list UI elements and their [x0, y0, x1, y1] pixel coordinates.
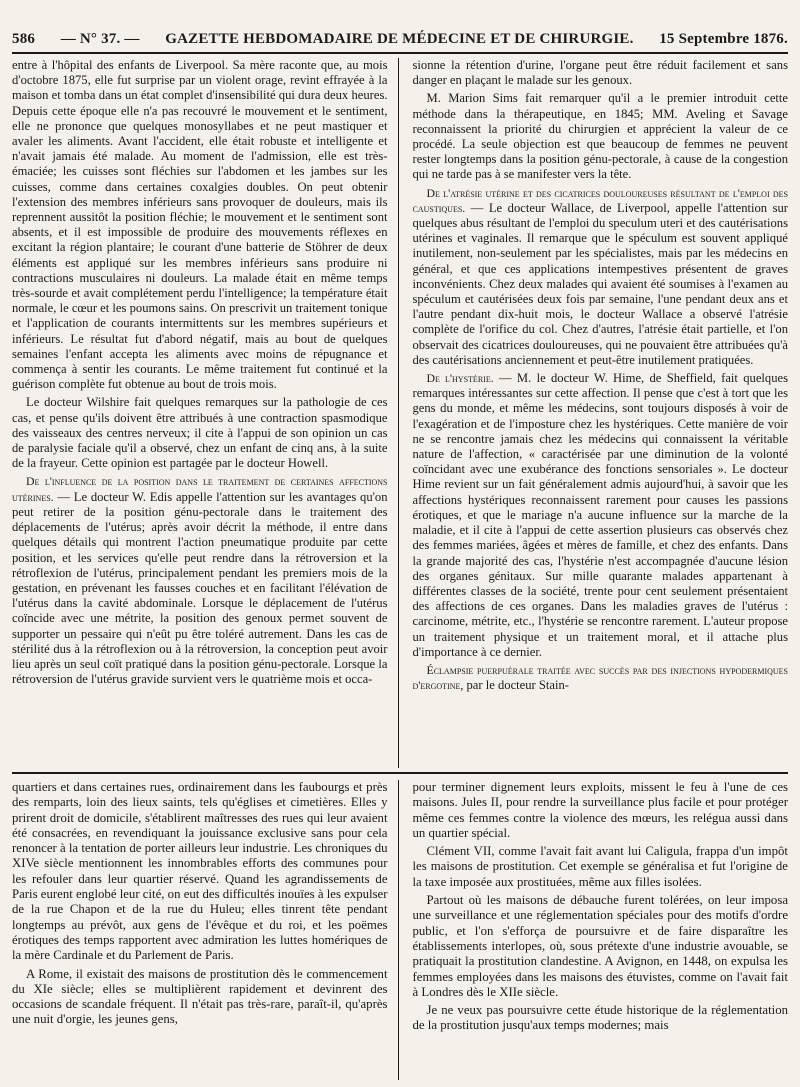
article-paragraph: [12, 474, 388, 687]
paragraph: pour terminer dignement leurs exploits, missent le feu à l'une de ces maisons. Jules II, pour rendre la surveillance plus facile et pour protéger même ces femmes contre la violence des mœurs, les relégua aussi dans un quartier spécial.: [412, 780, 788, 840]
journal-title: GAZETTE HEBDOMADAIRE DE MÉDECINE ET DE CHIRURGIE.: [165, 30, 634, 47]
section-divider: [12, 772, 788, 774]
upper-left-column: [12, 58, 399, 768]
paragraph: A Rome, il existait des maisons de prostitution dès le commencement du XIe siècle; elles se multiplièrent rapidement et devinrent des occasions de scandale fréquent. Il n'était pas très-rare, paraît-il, qu'après une nuit d'orgie, les jeunes gens,: [12, 966, 388, 1027]
article-text: — Le docteur W. Edis appelle l'attention sur les avantages qu'on peut retirer de la position génu-pectorale dans le traitement des déplacements de l'utérus; après avoir décrit la méthode, il entre dans quelques détails qui montrent l'action pneumatique produite par cette position, et les services qu'elle peut rendre dans la rétroversion et la rétroflexion de l'utérus, principalement pendant les premiers mois de la gestation, en prévenant les fausses couches et en facilitant l'élévation de l'utérus dans la cavité abdominale. Lorsque le déplacement de l'utérus coïncide avec une métrite, la position des genoux permet souvent de supporter un pessaire qui n'eût pu être toléré autrement. Dans les cas de stérilité dus à la rétroflexion ou à la rétroversion, la conception peut avoir lieu après un seul coït pratiqué dans la position génu-pectorale. Lorsque la rétroversion de l'utérus gravide survient vers le quatrième mois et occa-: [12, 489, 388, 687]
article-title: De l'atrésie utérine et des cicatrices douloureuses résultant de l'emploi des caustiques.: [412, 185, 788, 215]
paragraph: quartiers et dans certaines rues, ordinairement dans les faubourgs et près des remparts, loin des lieux saints, tels qu'églises et cimetières. Elles y prirent droit de domicile, s'établirent maîtresses des rues qui leur avaient été consacrées, en revendiquant la jouissance exclusive sans pour cela renoncer à la tentation de porter ailleurs leur industrie. Les chroniques du XIVe siècle mentionnent les innombrables efforts des communes pour les refouler dans leur quartier réservé. Quand les agrandissements de Paris eurent englobé leur cité, on eut des difficultés inouïes à les expulser de la rue Chapon et de la rue du Huleu; elles tinrent tête pendant longtemps au prévôt, aux gens de l'évêque et du roi, et les poëmes érotiques des temps rapportent avec admiration les luttes homériques de la mère Cardinale et du Parlement de Paris.: [12, 780, 388, 963]
lower-right-column: [413, 780, 789, 1080]
article-paragraph: [413, 186, 789, 368]
issue-number: — N° 37. —: [60, 30, 140, 47]
article-paragraph: [413, 371, 789, 660]
paragraph: Je ne veux pas poursuivre cette étude historique de la réglementation de la prostitution jusqu'aux temps modernes; mais: [412, 1003, 788, 1033]
feuilleton-section: [12, 780, 788, 1080]
article-title: Éclampsie puerpuérale traitée avec succès par des injections hypodermiques d'ergotine,: [412, 662, 788, 693]
upper-right-column: [413, 58, 789, 768]
upper-section: [12, 58, 788, 768]
article-text: — M. le docteur W. Hime, de Sheffield, fait quelques remarques intéressantes sur cette affection. Il pense que c'est à tort que les gens du monde, et même les médecins, sont toujours disposés à voir de l'exagération et de l'imposture chez les hystériques. Cette manière de voir ne se rencontre jamais chez les médecins qui connaissent la véritable nature de l'affection, « caractérisée par une diminution de la volonté coïncidant avec une exubérance des fonctions sensoriales ». Le docteur Hime revient sur un fait généralement admis aujourd'hui, à savoir que les affections hystériques reconnaissent rarement pour causes les passions érotiques, et que le mariage n'a aucune influence sur la marche de la maladie, et il cite à l'appui de cette assertion plusieurs cas observés chez des femmes mariées, âgées et mères de famille, et chez des enfants. Dans la grande majorité des cas, l'hystérie n'est accompagnée d'aucune lésion des organes génitaux. Sur mille quarante malades appartenant à différentes classes de la société, trente pour cent seulement présentaient des affections de ces organes. Dans les maladies graves de l'utérus : carcinome, métrite, etc., l'hystérie se rencontre rarement. L'auteur propose un traitement physique et un traitement moral, et il attache plus d'importance à ce dernier.: [412, 371, 788, 659]
paragraph: entre à l'hôpital des enfants de Liverpool. Sa mère raconte que, au mois d'octobre 1875, elle fut surprise par un violent orage, revint effrayée à la maison et tomba dans un état complet d'insensibilité qui dura deux heures. Depuis cette époque elle n'a pas recouvré le mouvement et le sentiment, elle ne prononce que quelques monosyllabes et ne peut mastiquer et avaler les aliments. Avant l'accident, elle était robuste et intelligente et n'avait jamais été malade. Au moment de l'admission, elle est très-émaciée; les cuisses sont fléchies sur l'abdomen et les jambes sur les cuisses, comme dans certaines coxalgies doubles. On peut obtenir l'extension des membres inférieurs sans provoquer de douleurs, mais ils reprennent aussitôt la position fléchie; le mouvement et le sentiment sont absents, et il est impossible de produire des mouvements réflexes en excitant la région plantaire; le courant d'une batterie de Stöhrer de deux éléments est appliqué sur les membres inférieurs sans produire ni contractions musculaires ni douleurs. La malade était en même temps très-sourde et avait complétement perdu l'intelligence; la température était normale, le cœur et les poumons sains. On prescrivit un traitement tonique et l'application de courants intermittents sur les membres supérieurs et inférieurs. Le résultat fut d'abord négatif, mais au bout de quelques semaines l'enfant accepta les aliments avec moins de répugnance et commença à sentir les courants. Le même traitement fut continué et la guérison complète fut obtenue au bout de trois mois.: [12, 58, 388, 392]
article-paragraph: [413, 663, 789, 693]
issue-date: 15 Septembre 1876.: [659, 30, 788, 47]
paragraph: Le docteur Wilshire fait quelques remarques sur la pathologie de ces cas, et pense qu'ils doivent être attribués à une contraction spasmodique des vaisseaux des centres nerveux; il cite à l'appui de son opinion un cas de paralysie faciale qu'il a observé, chez un enfant de cinq ans, à la suite de la frayeur. Cette opinion est partagée par le docteur Howell.: [12, 395, 388, 471]
page-number: 586: [12, 30, 36, 47]
article-text: — Le docteur Wallace, de Liverpool, appelle l'attention sur quelques abus résultant de l'emploi du speculum uteri et des cautérisations utérines et vaginales. Il remarque que le spéculum est souvent appliqué inutilement, non-seulement par les spécialistes, mais par les médecins en général, et que ces applications intempestives présentent de graves inconvénients. Chez deux malades qui avaient été soumises à l'examen au spéculum et cautérisées deux fois par semaine, l'une pendant deux ans et l'autre pendant dix-huit mois, le docteur Wallace a observé l'atrésie complète de l'orifice du col. Chez d'autres, l'atrésie était partielle, et l'on observait des cicatrices douloureuses, qui ne pouvaient être attribuées qu'à des cautérisations anciennement et peut-être inutilement pratiquées.: [412, 200, 788, 367]
article-title: De l'influence de la position dans le traitement de certaines affections utérines.: [12, 474, 388, 504]
article-title: De l'hystérie.: [426, 371, 494, 386]
paragraph: Partout où les maisons de débauche furent tolérées, on leur imposa une surveillance et une réglementation spéciales pour des motifs d'ordre public, et l'on s'efforça de poursuivre et de faire disparaître les établissements interlopes, où, sous prétexte d'une industrie avouable, se pratiquait la prostitution clandestine. A Avignon, en 1448, on expulsa les femmes employées dans les maisons des étuvistes, comme on l'avait fait à Londres dès le XIIe siècle.: [412, 893, 788, 999]
page-header: [12, 26, 788, 54]
paragraph: sionne la rétention d'urine, l'organe peut être réduit facilement et sans danger en plaçant le malade sur les genoux.: [412, 58, 788, 88]
paragraph: M. Marion Sims fait remarquer qu'il a le premier introduit cette méthode dans la thérapeutique, en 1845; MM. Aveling et Savage reconnaissent la priorité du chirurgien et apprécient la valeur de ce procédé. La seule objection est que beaucoup de femmes ne peuvent rester longtemps dans la position génu-pectorale, à cause de la congestion qui ne tarde pas à se manifester vers la tête.: [412, 91, 788, 182]
lower-left-column: [12, 780, 399, 1080]
paragraph: Clément VII, comme l'avait fait avant lui Caligula, frappa d'un impôt les maisons de prostitution. Cet exemple se généralisa et fut l'origine de la taxe imposée aux prostituées, même aux filles isolées.: [412, 844, 788, 889]
article-text: par le docteur Stain-: [463, 678, 569, 693]
